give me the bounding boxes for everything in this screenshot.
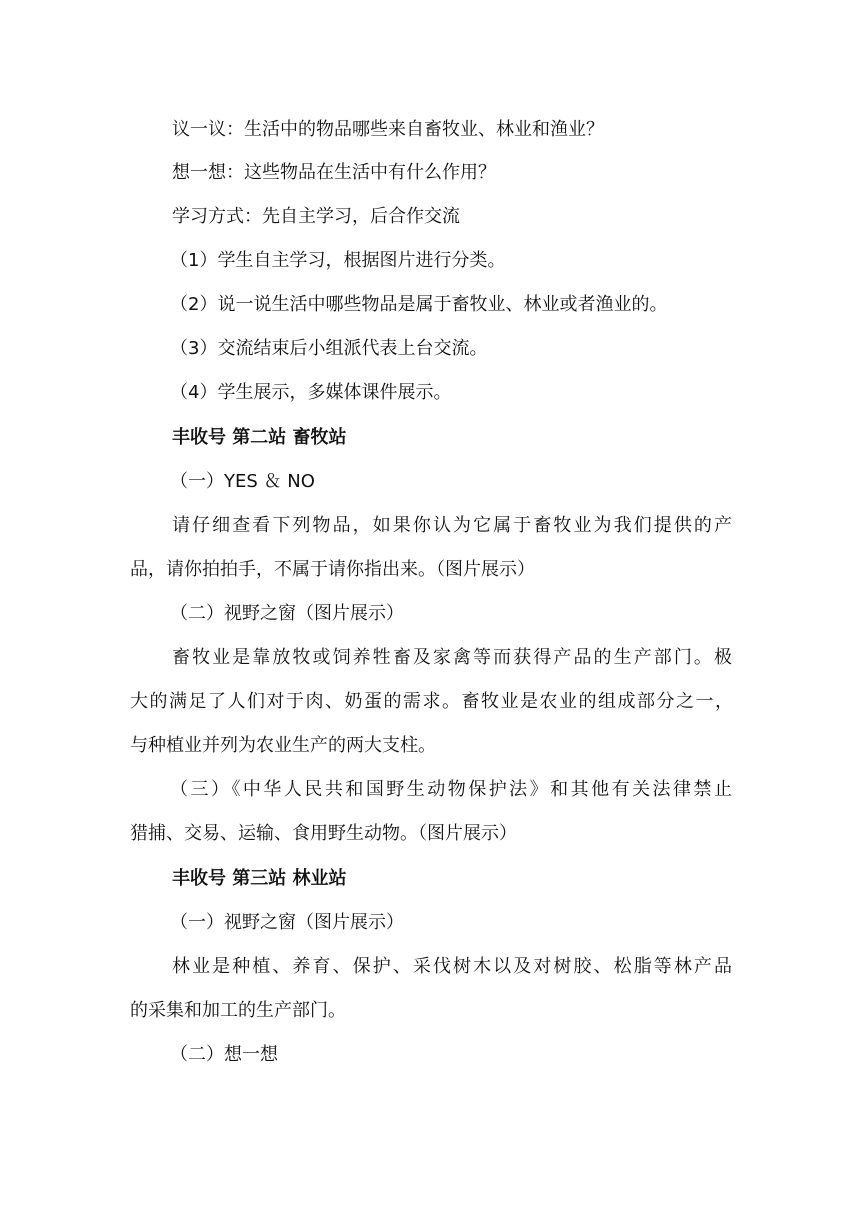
- paragraph-forestry-line-2: 的采集和加工的生产部门。: [130, 1000, 346, 1021]
- section-heading-livestock-station: 丰收号 第二站 畜牧站: [172, 427, 347, 448]
- list-item-step-3: （3）交流结束后小组派代表上台交流。: [170, 338, 488, 359]
- section-heading-forestry-station: 丰收号 第三站 林业站: [172, 868, 347, 889]
- subsection-vision-window: （二）视野之窗（图片展示）: [170, 603, 404, 624]
- paragraph-discussion-question: 议一议：生活中的物品哪些来自畜牧业、林业和渔业？: [172, 119, 604, 140]
- paragraph-wildlife-law-line-1: （三）《中华人民共和国野生动物保护法》和其他有关法律禁止: [170, 779, 732, 800]
- paragraph-instructions-line-1: 请仔细查看下列物品，如果你认为它属于畜牧业为我们提供的产: [172, 515, 732, 536]
- subsection-forestry-vision-window: （一）视野之窗（图片展示）: [170, 912, 404, 933]
- paragraph-learning-method: 学习方式：先自主学习，后合作交流: [172, 206, 460, 227]
- paragraph-livestock-line-3: 与种植业并列为农业生产的两大支柱。: [130, 735, 436, 756]
- paragraph-wildlife-law-line-2: 猎捕、交易、运输、食用野生动物。（图片展示）: [130, 823, 517, 844]
- paragraph-livestock-line-1: 畜牧业是靠放牧或饲养牲畜及家禽等而获得产品的生产部门。极: [172, 647, 732, 668]
- subsection-yes-no: （一）YES ＆ NO: [170, 471, 315, 492]
- paragraph-think-question: 想一想：这些物品在生活中有什么作用？: [172, 162, 496, 183]
- paragraph-instructions-line-2: 品，请你拍拍手，不属于请你指出来。（图片展示）: [130, 559, 535, 580]
- paragraph-livestock-line-2: 大的满足了人们对于肉、奶蛋的需求。畜牧业是农业的组成部分之一，: [130, 691, 733, 712]
- subsection-think: （二）想一想: [170, 1044, 278, 1065]
- paragraph-forestry-line-1: 林业是种植、养育、保护、采伐树木以及对树胶、松脂等林产品: [172, 956, 732, 977]
- list-item-step-1: （1）学生自主学习，根据图片进行分类。: [170, 250, 506, 271]
- list-item-step-4: （4）学生展示，多媒体课件展示。: [170, 382, 452, 403]
- list-item-step-2: （2）说一说生活中哪些物品是属于畜牧业、林业或者渔业的。: [170, 294, 668, 315]
